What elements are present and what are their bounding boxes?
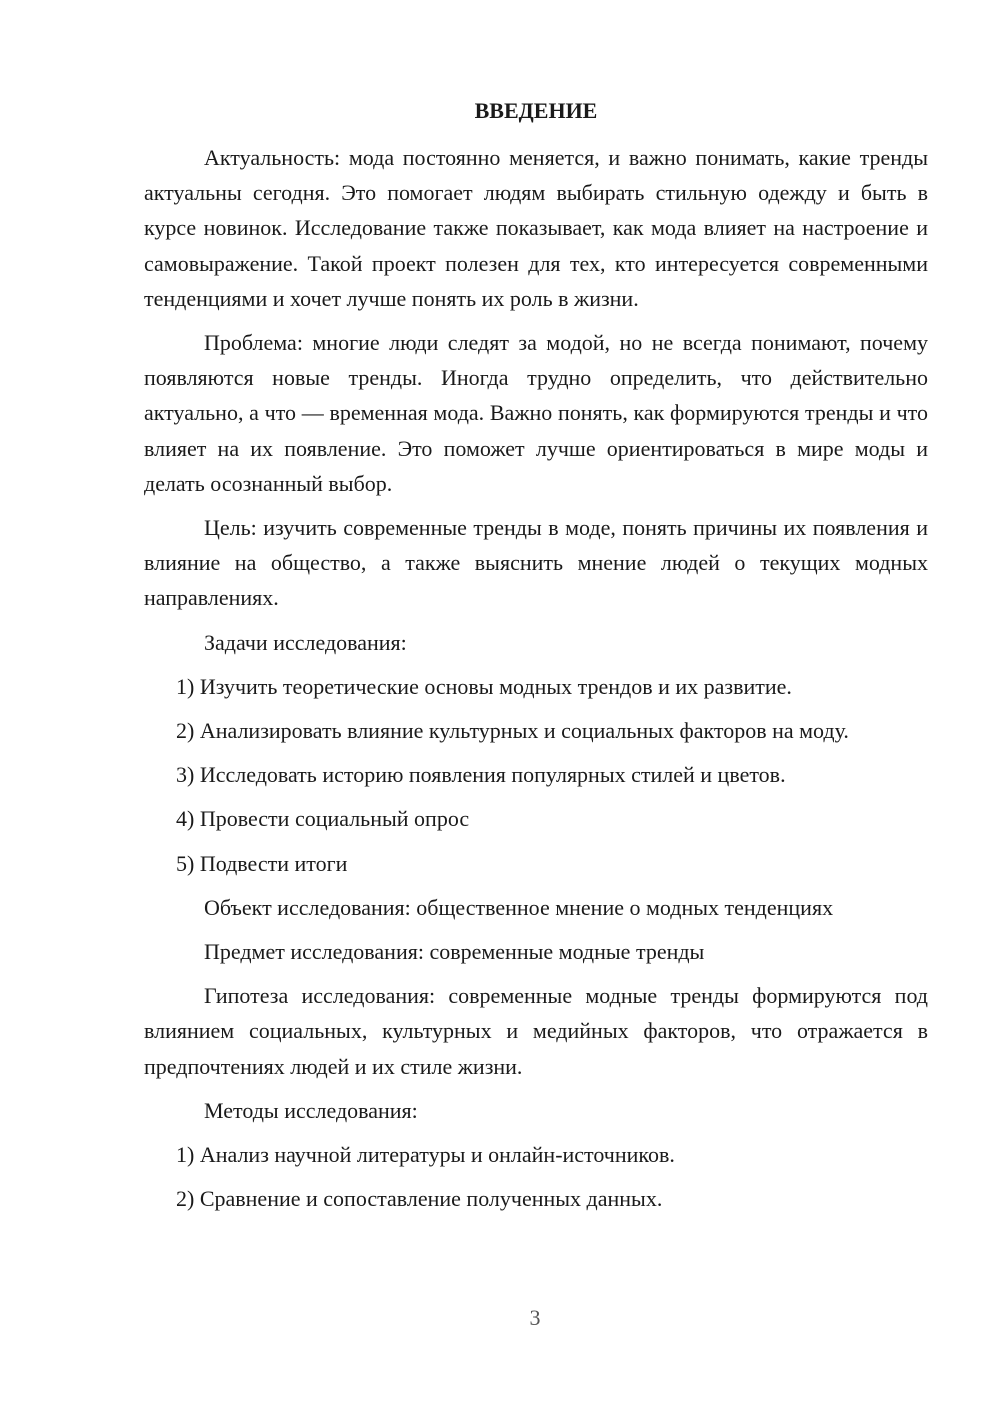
method-item: 1) Анализ научной литературы и онлайн-источников. bbox=[176, 1142, 675, 1168]
task-item: 5) Подвести итоги bbox=[176, 850, 348, 876]
page-number: 3 bbox=[529, 1305, 541, 1330]
hypothesis-paragraph: Гипотеза исследования: современные модные тренды формируются под влиянием социальных, культурных и медийных факторов, что отражается в предпочтениях людей и их стиле жизни. bbox=[144, 983, 928, 1079]
task-item: 3) Исследовать историю появления популярных стилей и цветов. bbox=[176, 762, 786, 788]
research-subject: Предмет исследования: современные модные тренды bbox=[204, 939, 705, 965]
method-item: 2) Сравнение и сопоставление полученных данных. bbox=[176, 1186, 663, 1212]
section-title: ВВЕДЕНИЕ bbox=[474, 98, 598, 123]
task-item: 2) Анализировать влияние культурных и социальных факторов на моду. bbox=[176, 718, 849, 744]
problem-paragraph: Проблема: многие люди следят за модой, но не всегда понимают, почему появляются новые тренды. Иногда трудно определить, что действительно актуально, а что — временная мода. Важно понять, как формируются тренды и что влияет на их появление. Это поможет лучше ориентироваться в мире моды и делать осознанный выбор. bbox=[144, 330, 928, 496]
page-content bbox=[144, 96, 928, 1225]
methods-heading: Методы исследования: bbox=[204, 1097, 418, 1123]
goal-paragraph: Цель: изучить современные тренды в моде, понять причины их появления и влияние на общество, а также выяснить мнение людей о текущих модных направлениях. bbox=[144, 515, 928, 611]
relevance-paragraph: Актуальность: мода постоянно меняется, и важно понимать, какие тренды актуальны сегодня. Это помогает людям выбирать стильную одежду и быть в курсе новинок. Исследование также показывает, как мода влияет на настроение и самовыражение. Такой проект полезен для тех, кто интересуется современными тенденциями и хочет лучше понять их роль в жизни. bbox=[144, 145, 928, 311]
research-object: Объект исследования: общественное мнение о модных тенденциях bbox=[204, 894, 834, 920]
tasks-heading: Задачи исследования: bbox=[204, 629, 407, 655]
task-item: 1) Изучить теоретические основы модных трендов и их развитие. bbox=[176, 673, 792, 699]
task-item: 4) Провести социальный опрос bbox=[176, 806, 470, 832]
